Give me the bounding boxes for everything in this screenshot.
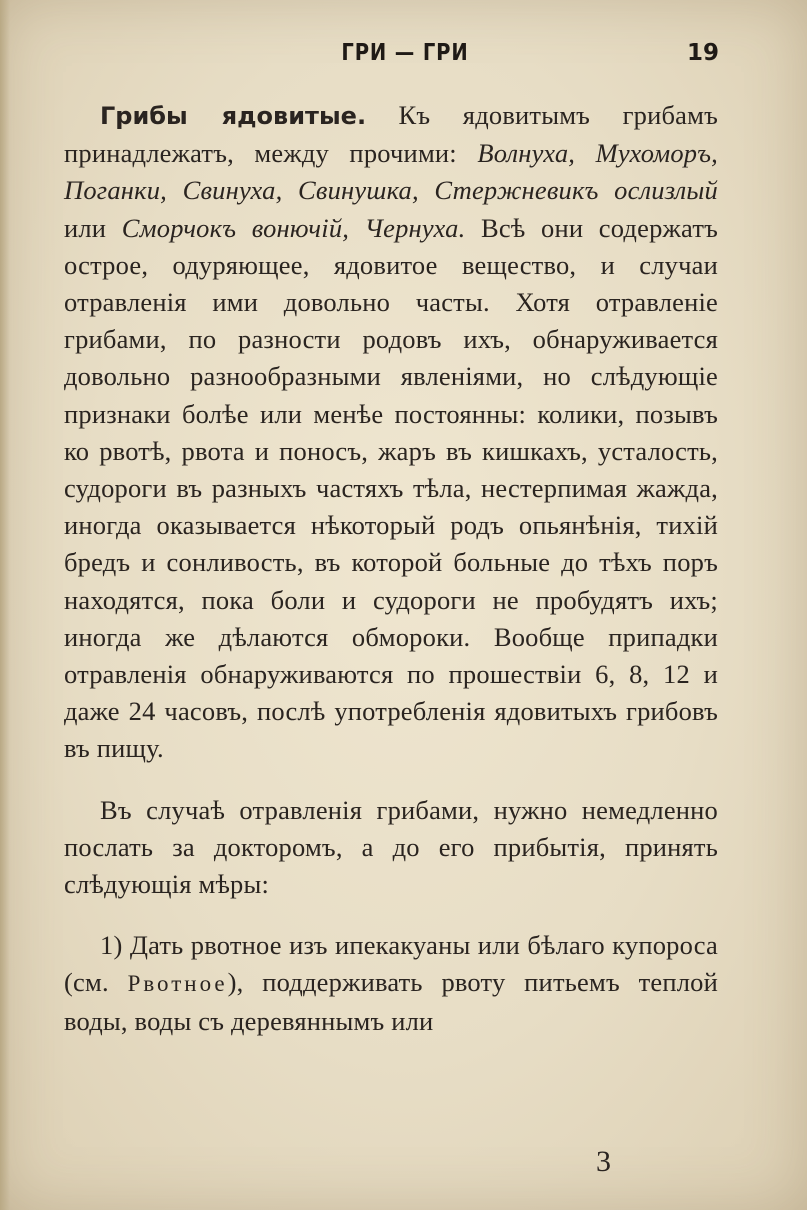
- running-title: ГРИ — ГРИ: [341, 40, 469, 66]
- page-edge-shadow: [0, 0, 10, 1210]
- printer-signature-mark: 3: [596, 1145, 611, 1178]
- page-number: 19: [686, 40, 719, 66]
- measure-1-continued: ), поддерживать рвоту питьемъ теплой воды, воды съ деревяннымъ или: [64, 967, 718, 1036]
- cross-reference: Рвотное: [127, 971, 228, 997]
- conjunction-or: или: [64, 212, 122, 243]
- measures-intro: Въ случаѣ отравленія грибами, нужно немедленно послать за докторомъ, а до его прибытія, принять слѣдующія мѣры:: [64, 794, 718, 900]
- running-head: [0, 40, 807, 80]
- mushroom-names-last: Сморчокъ вонючій, Чернуха.: [121, 212, 466, 243]
- entry-term: Грибы ядовитые.: [100, 102, 367, 130]
- paragraph-poisonous-mushrooms: [64, 97, 718, 768]
- paragraph-measure-1: [64, 927, 718, 1040]
- symptoms-text: Всѣ они содержатъ острое, одуряющее, ядовитое вещество, и случаи отравленія ими довольно часты. Хотя отравленіе грибами, по разности родовъ ихъ, обнаруживается довольно разнообразными явленіями, но слѣдующіе признаки болѣе или менѣе постоянны: колики, позывъ ко рвотѣ, рвота и поносъ, жаръ въ кишкахъ, усталость, судороги въ разныхъ частяхъ тѣла, нестерпимая жажда, иногда оказывается нѣкоторый родъ опьянѣнія, тихій бредъ и сонливость, въ которой больные до тѣхъ поръ находятся, пока боли и судороги не пробудятъ ихъ; иногда же дѣлаются обмороки. Вообще припадки отравленія обнаруживаются по прошествіи 6, 8, 12 и даже 24 часовъ, послѣ употребленія ядовитыхъ грибовъ въ пищу.: [64, 212, 718, 764]
- paragraph-in-case-of-poisoning: [64, 792, 718, 904]
- mushroom-names: Волнуха, Мухоморъ, Поганки, Свинуха, Свинушка, Стержневикъ ослизлый: [64, 138, 718, 206]
- measure-1-start: 1) Дать рвотное изъ ипекакуаны или бѣлаго купороса (см.: [64, 930, 718, 998]
- entry-intro: Къ ядовитымъ грибамъ принадлежатъ, между прочими:: [64, 100, 718, 169]
- body-text: [64, 97, 718, 1040]
